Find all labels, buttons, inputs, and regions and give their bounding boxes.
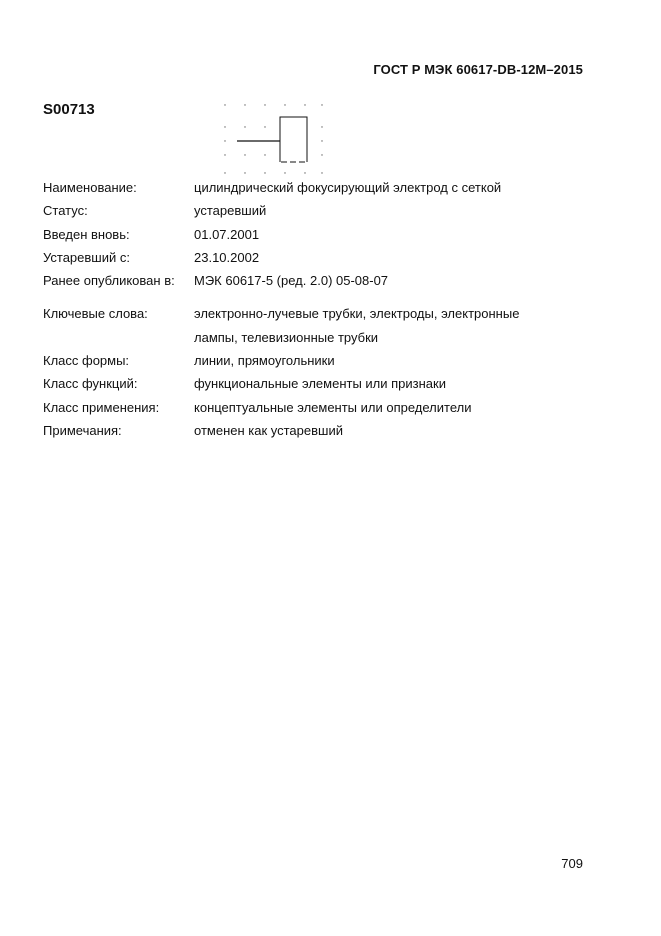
electrode-rectangle <box>280 117 307 162</box>
field-label: Класс функций: <box>43 376 138 392</box>
field-row-obsolete-since <box>43 246 583 269</box>
grid-dots <box>224 104 322 173</box>
field-row-introduced <box>43 223 583 246</box>
field-row-function-class <box>43 372 583 395</box>
field-value: 23.10.2002 <box>194 249 260 265</box>
field-value: электронно-лучевые трубки, электроды, электронные <box>194 306 520 322</box>
field-row-application-class <box>43 396 583 419</box>
field-label-empty <box>43 326 194 349</box>
section-gap <box>43 292 583 302</box>
field-row-notes <box>43 419 583 442</box>
field-label: Устаревший с: <box>43 249 130 265</box>
field-row-previously-published <box>43 269 583 292</box>
page-number: 709 <box>561 856 583 871</box>
field-value: концептуальные элементы или определители <box>194 399 472 415</box>
field-row-keywords <box>43 302 583 325</box>
field-label: Класс применения: <box>43 399 160 415</box>
field-label: Ключевые слова: <box>43 306 148 322</box>
field-row-name <box>43 176 583 199</box>
field-value: функциональные элементы или признаки <box>194 376 446 392</box>
electrode-symbol-graphic <box>218 98 328 176</box>
field-row-keywords-cont <box>43 326 583 349</box>
field-row-shape-class <box>43 349 583 372</box>
field-value: линии, прямоугольники <box>194 353 335 369</box>
field-value: устаревший <box>194 203 267 219</box>
field-label: Статус: <box>43 203 88 219</box>
field-value: цилиндрический фокусирующий электрод с сеткой <box>194 180 502 195</box>
attributes-table <box>43 176 583 442</box>
field-label: Ранее опубликован в: <box>43 273 175 289</box>
field-row-status <box>43 199 583 222</box>
field-label: Введен вновь: <box>43 226 130 242</box>
field-value: лампы, телевизионные трубки <box>194 329 379 345</box>
field-label: Примечания: <box>43 422 122 438</box>
field-label: Класс формы: <box>43 353 130 369</box>
document-header: ГОСТ Р МЭК 60617-DB-12M–2015 <box>373 62 583 77</box>
field-value: отменен как устаревший <box>194 422 343 438</box>
field-label: Наименование: <box>43 180 137 195</box>
field-value: МЭК 60617-5 (ред. 2.0) 05-08-07 <box>194 273 389 289</box>
symbol-code: S00713 <box>43 101 95 118</box>
field-value: 01.07.2001 <box>194 226 260 242</box>
